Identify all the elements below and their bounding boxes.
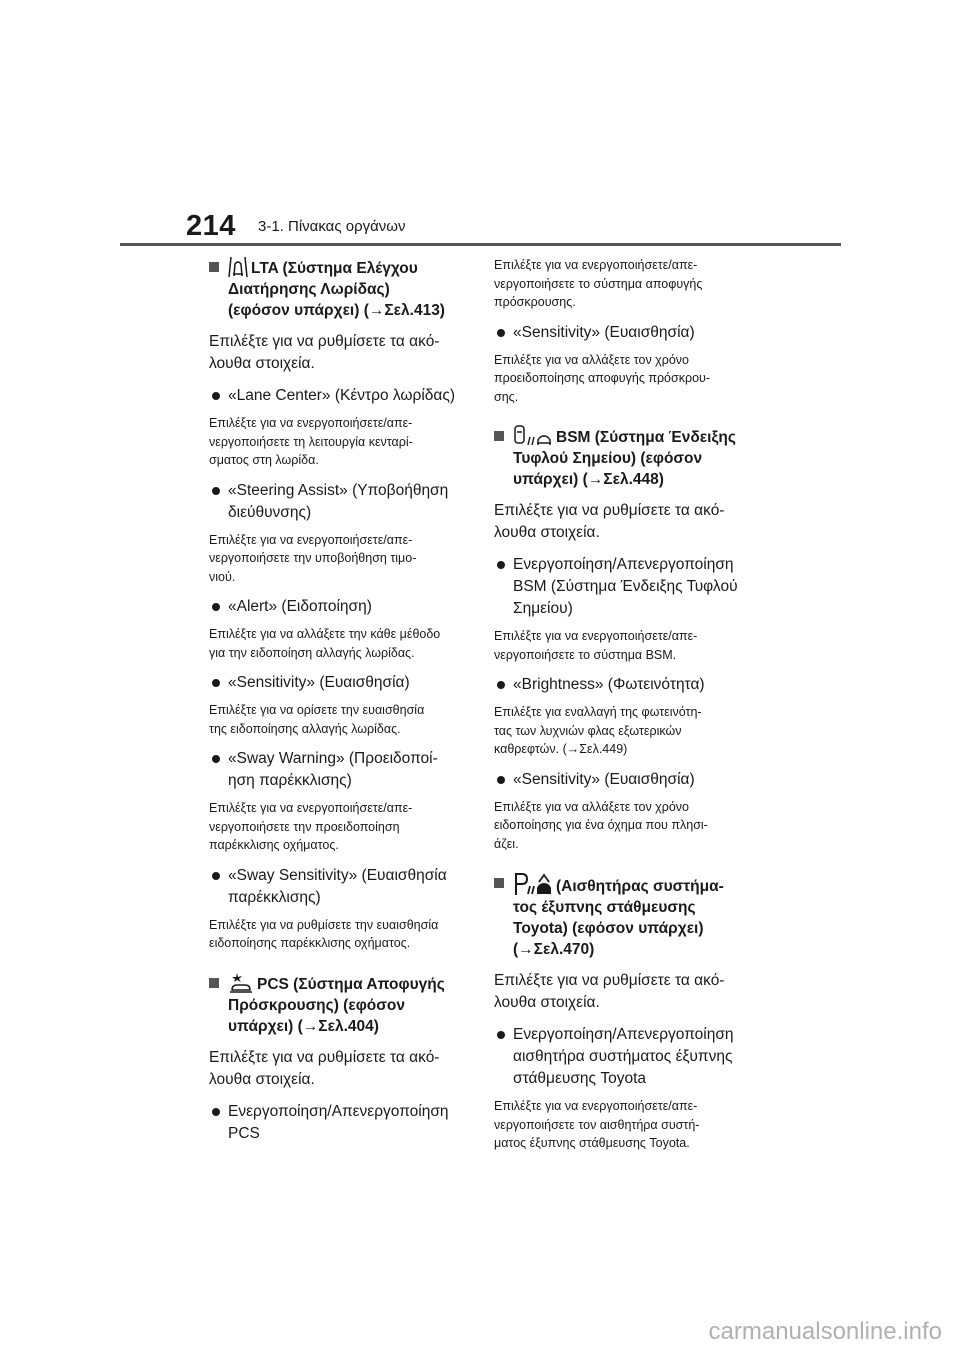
parking-intro-line1: Επιλέξτε για να ρυθμίσετε τα ακό- xyxy=(494,972,725,989)
lta-intro xyxy=(209,331,471,375)
bullet-label-line: PCS xyxy=(228,1124,260,1142)
bullet-label-line: στάθμευσης Toyota xyxy=(513,1070,646,1087)
pcs-title-line2: Πρόσκρουσης) (εφόσον xyxy=(228,996,405,1014)
desc-line: της ειδοποίησης αλλαγής λωρίδας. xyxy=(209,721,401,736)
bullet-label-line: «Alert» (Ειδοποίηση) xyxy=(228,598,372,615)
bullet-label xyxy=(494,322,748,344)
item-description xyxy=(494,627,748,664)
bullet-dot-icon xyxy=(497,681,505,689)
bullet-dot-icon xyxy=(497,776,505,784)
list-item xyxy=(209,385,471,470)
desc-line: Επιλέξτε για να ενεργοποιήσετε/απε- xyxy=(209,801,413,815)
section-square-icon xyxy=(494,878,504,888)
desc-line: σης. xyxy=(494,389,519,404)
desc-line: προειδοποίησης αποφυγής πρόσκρου- xyxy=(494,371,711,385)
bullet-label xyxy=(494,674,748,696)
list-item xyxy=(209,596,471,662)
desc-line: Επιλέξτε για να ενεργοποιήσετε/απε- xyxy=(209,532,413,547)
right-column xyxy=(494,256,748,1153)
bullet-label xyxy=(494,769,748,791)
lta-title-line2: Διατήρησης Λωρίδας) xyxy=(228,281,390,298)
bullet-dot-icon xyxy=(212,755,220,763)
bullet-label-line: «Steering Assist» (Υποβοήθηση xyxy=(228,481,449,499)
header-rule xyxy=(120,243,841,246)
bsm-title-line2: Τυφλού Σημείου) (εφόσον xyxy=(513,450,703,467)
lta-intro-line2: λουθα στοιχεία. xyxy=(209,355,315,372)
bullet-dot-icon xyxy=(212,1108,220,1116)
bsm-intro xyxy=(494,500,748,544)
bullet-label xyxy=(494,554,748,620)
item-description xyxy=(209,916,471,953)
bullet-label-line: Ενεργοποίηση/Απενεργοποίηση xyxy=(228,1102,449,1120)
item-description xyxy=(209,799,471,855)
watermark: carmanualsonline.info xyxy=(708,1318,942,1345)
desc-line: Επιλέξτε για να ρυθμίσετε την ευαισθησία xyxy=(209,917,439,932)
desc-line: Επιλέξτε για να ενεργοποιήσετε/απε- xyxy=(209,416,413,430)
bullet-label-line: «Sensitivity» (Ευαισθησία) xyxy=(513,770,695,788)
bullet-dot-icon xyxy=(212,392,220,400)
section-square-icon xyxy=(209,262,219,272)
list-item xyxy=(209,480,471,587)
desc-line: παρέκκλισης οχήματος. xyxy=(209,838,339,852)
desc-line: για την ειδοποίηση αλλαγής λωρίδας. xyxy=(209,645,415,660)
bullet-label xyxy=(209,596,471,618)
section-square-icon xyxy=(209,978,219,988)
bullet-dot-icon xyxy=(212,487,220,495)
bullet-label-line: «Lane Center» (Κέντρο λωρίδας) xyxy=(228,387,455,404)
bsm-title-line1: BSM (Σύστημα Ένδειξης xyxy=(556,429,736,446)
bullet-label-line: διεύθυνσης) xyxy=(228,503,312,521)
item-description xyxy=(494,798,748,854)
pcs-intro-line1: Επιλέξτε για να ρυθμίσετε τα ακό- xyxy=(209,1048,440,1066)
lta-heading xyxy=(209,256,471,321)
bullet-label-line: «Sway Warning» (Προειδοποί- xyxy=(228,750,438,767)
desc-line: νιού. xyxy=(209,569,236,584)
desc-line: νεργοποιήσετε την υποβοήθηση τιμο- xyxy=(209,551,417,565)
bullet-dot-icon xyxy=(497,329,505,337)
list-item xyxy=(209,1101,471,1145)
list-item xyxy=(494,769,748,854)
item-description xyxy=(209,625,471,662)
bullet-label-line: Ενεργοποίηση/Απενεργοποίηση xyxy=(513,556,734,573)
bullet-label-line: Ενεργοποίηση/Απενεργοποίηση xyxy=(513,1026,734,1043)
bsm-intro-line1: Επιλέξτε για να ρυθμίσετε τα ακό- xyxy=(494,502,725,519)
parking-sensor-heading xyxy=(494,872,748,960)
list-item xyxy=(494,674,748,759)
desc-line: πρόσκρουσης. xyxy=(494,295,576,309)
bullet-label xyxy=(494,1024,748,1090)
bullet-dot-icon xyxy=(212,872,220,880)
parking-title-line2: τος έξυπνης στάθμευσης xyxy=(513,899,696,916)
list-item xyxy=(494,554,748,664)
desc-line: ειδοποίησης παρέκκλισης οχήματος. xyxy=(209,936,411,950)
parking-sensor-icon xyxy=(513,872,553,896)
desc-line: ματος έξυπνης στάθμευσης Toyota. xyxy=(494,1136,690,1150)
item-description xyxy=(494,351,748,407)
pre-collision-icon xyxy=(228,972,254,994)
lta-title-line1: LTA (Σύστημα Ελέγχου xyxy=(251,260,418,277)
page-number: 214 xyxy=(186,210,236,242)
bullet-label-line: «Sway Sensitivity» (Ευαισθησία xyxy=(228,866,447,884)
bullet-dot-icon xyxy=(212,679,220,687)
pcs-intro-line2: λουθα στοιχεία. xyxy=(209,1070,315,1088)
bullet-label-line: ηση παρέκκλισης) xyxy=(228,772,352,789)
desc-line: καθρεφτών. (→Σελ.449) xyxy=(494,742,628,756)
left-column xyxy=(209,256,471,1145)
chapter-title: 3-1. Πίνακας οργάνων xyxy=(258,218,406,235)
item-description xyxy=(209,531,471,587)
bullet-label-line: «Sensitivity» (Ευαισθησία) xyxy=(228,674,410,691)
blind-spot-monitor-icon xyxy=(513,425,553,447)
bullet-label-line: BSM (Σύστημα Ένδειξης Τυφλού xyxy=(513,578,738,595)
bullet-label-line: «Sensitivity» (Ευαισθησία) xyxy=(513,323,695,341)
desc-line: νεργοποιήσετε τη λειτουργία κενταρί- xyxy=(209,434,413,449)
bullet-label xyxy=(209,1101,471,1145)
desc-line: σματος στη λωρίδα. xyxy=(209,453,319,467)
item-description xyxy=(209,701,471,738)
desc-line: Επιλέξτε για να ενεργοποιήσετε/απε- xyxy=(494,1099,698,1113)
bullet-label xyxy=(209,865,471,909)
section-square-icon xyxy=(494,431,504,441)
bullet-label-line: «Brightness» (Φωτεινότητα) xyxy=(513,676,705,693)
parking-title-line3: Toyota) (εφόσον υπάρχει) xyxy=(513,920,704,937)
bullet-dot-icon xyxy=(497,561,505,569)
lta-intro-line1: Επιλέξτε για να ρυθμίσετε τα ακό- xyxy=(209,333,440,350)
item-description xyxy=(209,414,471,470)
pcs-intro xyxy=(209,1047,471,1091)
pcs-heading xyxy=(209,972,471,1037)
desc-line: Επιλέξτε για να αλλάξετε τον χρόνο xyxy=(494,352,689,367)
desc-line: νεργοποιήσετε τον αισθητήρα συστή- xyxy=(494,1117,700,1132)
pcs-title-line1: PCS (Σύστημα Αποφυγής xyxy=(257,975,445,993)
bsm-title-line3: υπάρχει) (→Σελ.448) xyxy=(513,471,664,488)
desc-line: Επιλέξτε για να ορίσετε την ευαισθησία xyxy=(209,703,425,717)
item-description xyxy=(494,703,748,759)
bullet-label-line: αισθητήρα συστήματος έξυπνης xyxy=(513,1048,733,1065)
list-item xyxy=(494,322,748,407)
desc-line: Επιλέξτε για να ενεργοποιήσετε/απε- xyxy=(494,258,698,272)
desc-line: νεργοποιήσετε το σύστημα αποφυγής xyxy=(494,276,703,291)
bsm-heading xyxy=(494,425,748,490)
desc-line: Επιλέξτε για εναλλαγή της φωτεινότη- xyxy=(494,705,702,719)
desc-line: νεργοποιήσετε το σύστημα BSM. xyxy=(494,647,677,662)
desc-line: ειδοποίησης για ένα όχημα που πλησι- xyxy=(494,818,708,832)
lane-keeping-icon xyxy=(228,256,248,278)
parking-title-line4: (→Σελ.470) xyxy=(513,941,595,958)
pcs-onoff-description xyxy=(494,256,748,312)
bsm-intro-line2: λουθα στοιχεία. xyxy=(494,524,600,541)
desc-line: Επιλέξτε για να αλλάξετε την κάθε μέθοδο xyxy=(209,627,441,641)
item-description xyxy=(494,1097,748,1153)
desc-line: Επιλέξτε για να ενεργοποιήσετε/απε- xyxy=(494,629,698,643)
desc-line: τας των λυχνιών φλας εξωτερικών xyxy=(494,723,682,738)
parking-title-line1: (Αισθητήρας συστήμα- xyxy=(556,878,724,895)
bullet-label xyxy=(209,480,471,524)
desc-line: Επιλέξτε για να αλλάξετε τον χρόνο xyxy=(494,799,689,814)
list-item xyxy=(209,672,471,738)
lta-title-line3: (εφόσον υπάρχει) (→Σελ.413) xyxy=(228,302,445,319)
bullet-dot-icon xyxy=(497,1031,505,1039)
bullet-label xyxy=(209,748,471,792)
parking-intro-line2: λουθα στοιχεία. xyxy=(494,994,600,1011)
parking-intro xyxy=(494,970,748,1014)
desc-line: άζει. xyxy=(494,836,519,851)
bullet-label xyxy=(209,672,471,694)
desc-line: νεργοποιήσετε την προειδοποίηση xyxy=(209,819,400,834)
list-item xyxy=(494,1024,748,1153)
bullet-label-line: παρέκκλισης) xyxy=(228,888,321,906)
bullet-label xyxy=(209,385,471,407)
list-item xyxy=(209,748,471,855)
pcs-title-line3: υπάρχει) (→Σελ.404) xyxy=(228,1017,379,1035)
list-item xyxy=(209,865,471,953)
bullet-dot-icon xyxy=(212,603,220,611)
bullet-label-line: Σημείου) xyxy=(513,600,573,617)
